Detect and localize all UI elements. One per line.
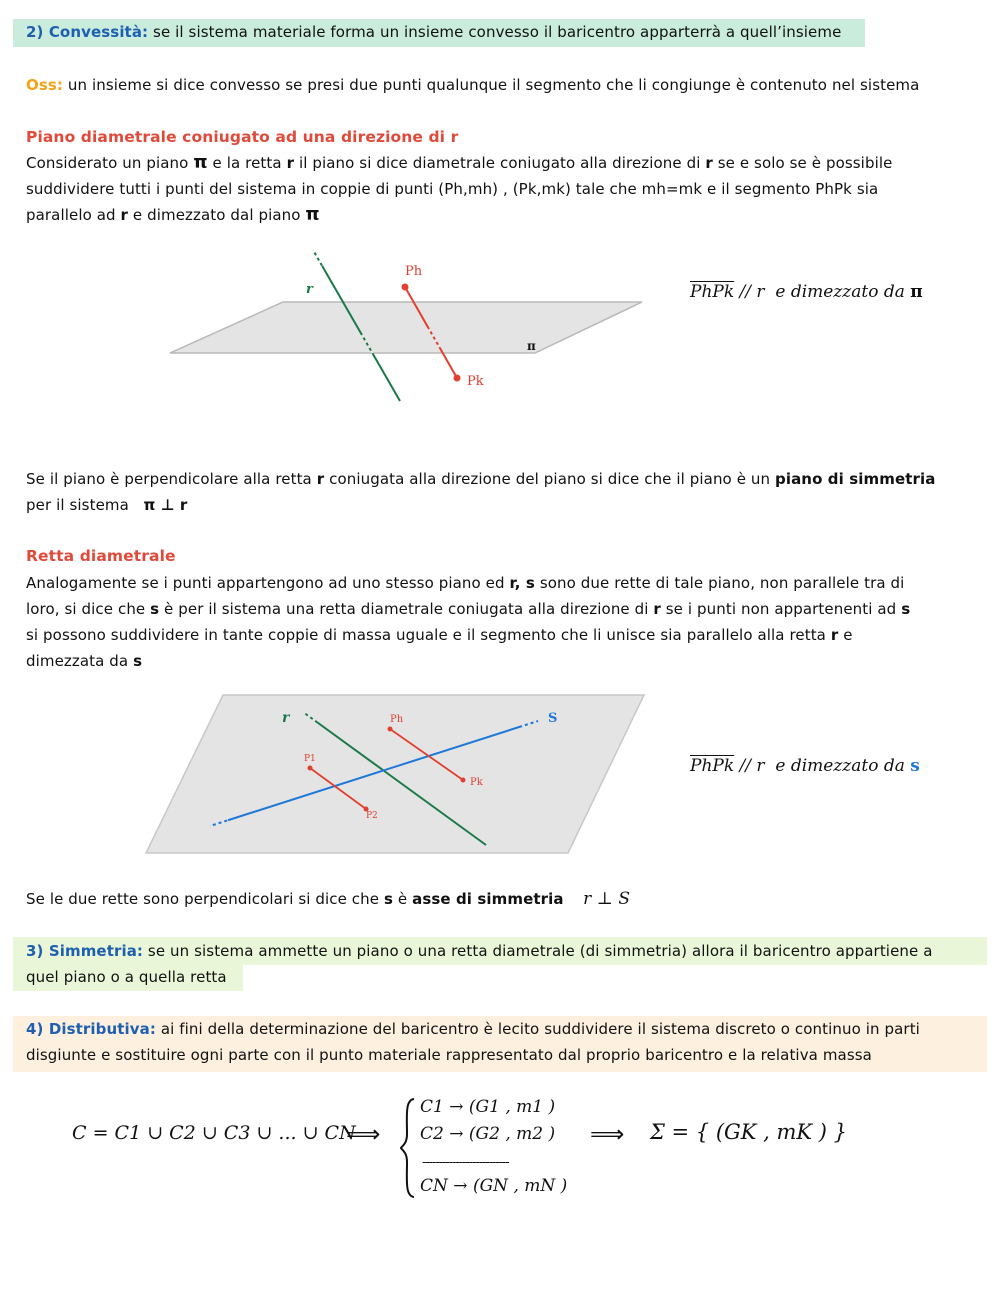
r-symbol: r — [756, 756, 765, 776]
diagram-plane-rs — [140, 690, 660, 860]
text-fragment: è per il sistema una retta diametrale coniugata alla direzione di — [164, 600, 649, 618]
segment-label: PhPk — [690, 282, 735, 302]
piano-diametrale-line3 — [26, 202, 320, 228]
label-pi: π — [527, 339, 536, 353]
label-ph: Ph — [390, 714, 404, 725]
text-fragment: Analogamente se i punti appartengono ad uno stesso piano ed — [26, 574, 505, 592]
label-p1: P1 — [304, 754, 316, 764]
distributiva-line2: disgiunte e sostituire ogni parte con il punto materiale rappresentato dal proprio baricentro e la relativa massa — [26, 1046, 872, 1064]
note-text: e dimezzato da — [775, 282, 905, 302]
g1-term: (G1 , m1 ) — [468, 1097, 556, 1117]
bold-term: asse di simmetria — [412, 890, 564, 908]
text-fragment: loro, si dice che — [26, 600, 146, 618]
text-fragment: e — [843, 626, 853, 644]
distributiva-line1 — [26, 1016, 920, 1042]
oss-text: un insieme si dice convesso se presi due punti qualunque il segmento che li congiunge è contenuto nel sistema — [67, 76, 920, 94]
text-fragment: coniugata alla direzione del piano si dice che il piano è un — [329, 470, 771, 488]
c1-term: C1 — [420, 1097, 444, 1117]
diagram2-note — [690, 756, 920, 776]
label-r: r — [282, 710, 290, 726]
retta-diametrale-line1 — [26, 570, 904, 596]
pi-symbol: π — [193, 152, 208, 173]
text-fragment: Se il piano è perpendicolare alla retta — [26, 470, 312, 488]
text-fragment: e dimezzato dal piano — [132, 206, 301, 224]
text-fragment: se e solo se è possibile — [717, 154, 893, 172]
pi-symbol: π — [305, 204, 320, 225]
distributiva-text: ai fini della determinazione del baricentro è lecito suddividere il sistema discreto o continuo in parti — [160, 1020, 920, 1038]
oss-line — [26, 72, 919, 98]
r-symbol: r — [756, 282, 765, 302]
plane-shape — [170, 302, 642, 353]
formula-row2 — [420, 1124, 555, 1144]
convessita-line — [26, 19, 841, 45]
text-fragment: se i punti non appartenenti ad — [665, 600, 897, 618]
r-symbol: r — [830, 626, 839, 644]
pi-symbol: π — [910, 282, 923, 302]
bold-term: piano di simmetria — [775, 470, 936, 488]
r-symbol: r — [705, 154, 713, 172]
point-pk — [461, 778, 466, 783]
label-pk: Pk — [467, 374, 484, 389]
text-fragment: è — [397, 890, 408, 908]
simmetria-line2: quel piano o a quella retta — [26, 968, 227, 986]
formula-implies-1: ⟹ — [346, 1120, 381, 1148]
piano-diametrale-line1 — [26, 150, 892, 176]
label-pk: Pk — [470, 777, 483, 788]
simmetria-piano-line2 — [26, 492, 187, 518]
rs-symbols: r, s — [509, 574, 535, 592]
cn-term: CN — [420, 1176, 448, 1196]
g2-term: (G2 , m2 ) — [468, 1124, 556, 1144]
label-p2: P2 — [366, 811, 378, 821]
formula-implies-2: ⟹ — [590, 1120, 625, 1148]
s-symbol: s — [383, 890, 393, 908]
formula-dashes: -------------------------- — [422, 1155, 509, 1169]
piano-diametrale-heading: Piano diametrale coniugato ad una direzione di r — [26, 128, 459, 146]
formula-brace — [398, 1096, 418, 1200]
formula-rown — [420, 1176, 567, 1196]
arrow-icon: → — [449, 1097, 464, 1117]
text-fragment: il piano si dice diametrale coniugato alla direzione di — [298, 154, 701, 172]
note-text: e dimezzato da — [775, 756, 905, 776]
asse-simmetria-line — [26, 886, 630, 912]
s-symbol: s — [901, 600, 911, 618]
r-symbol: r — [286, 154, 295, 172]
diagram1-note — [690, 282, 923, 302]
simmetria-label: 3) Simmetria: — [26, 942, 144, 960]
text-fragment: Considerato un piano — [26, 154, 189, 172]
piano-diametrale-line2: suddividere tutti i punti del sistema in coppie di punti (Ph,mh) , (Pk,mk) tale che mh=mk e il segmento PhPk sia — [26, 180, 879, 198]
arrow-icon: → — [453, 1176, 468, 1196]
left-brace-shape — [401, 1099, 414, 1197]
point-ph — [388, 727, 393, 732]
point-pk — [454, 375, 461, 382]
oss-label: Oss: — [26, 76, 64, 94]
retta-diametrale-heading: Retta diametrale — [26, 547, 176, 565]
convessita-text: se il sistema materiale forma un insieme convesso il baricentro apparterrà a quell’insieme — [153, 23, 842, 41]
diagram-plane-pi — [150, 245, 670, 410]
parallel-symbol: // — [739, 282, 752, 302]
text-fragment: dimezzata da — [26, 652, 129, 670]
point-p1 — [308, 766, 313, 771]
simmetria-text: se un sistema ammette un piano o una retta diametrale (di simmetria) allora il baricentro appartiene a — [147, 942, 933, 960]
distributiva-label: 4) Distributiva: — [26, 1020, 156, 1038]
c2-term: C2 — [420, 1124, 444, 1144]
s-symbol: s — [133, 652, 143, 670]
text-fragment: parallelo ad — [26, 206, 116, 224]
label-ph: Ph — [405, 264, 423, 279]
r-symbol: r — [120, 206, 129, 224]
text-fragment: Se le due rette sono perpendicolari si dice che — [26, 890, 380, 908]
retta-diametrale-line4 — [26, 648, 142, 674]
segment-label: PhPk — [690, 756, 735, 776]
perpendicular-formula: π ⊥ r — [143, 496, 188, 514]
formula-row1 — [420, 1097, 555, 1117]
gn-term: (GN , mN ) — [472, 1176, 568, 1196]
arrow-icon: → — [449, 1124, 464, 1144]
simmetria-piano-line1 — [26, 466, 935, 492]
text-fragment: sono due rette di tale piano, non parallele tra di — [539, 574, 905, 592]
s-symbol: s — [910, 756, 920, 776]
text-fragment: si possono suddividere in tante coppie di massa uguale e il segmento che li unisce sia parallelo alla retta — [26, 626, 826, 644]
r-symbol: r — [653, 600, 661, 618]
label-s: S — [548, 711, 558, 726]
formula-union: C = C1 ∪ C2 ∪ C3 ∪ ... ∪ CN — [72, 1122, 356, 1144]
formula-sigma: Σ = { (GK , mK ) } — [650, 1120, 848, 1144]
perpendicular-formula: r ⊥ S — [583, 889, 631, 909]
simmetria-line1 — [26, 938, 933, 964]
point-ph — [402, 284, 409, 291]
retta-diametrale-line3 — [26, 622, 853, 648]
text-fragment: e la retta — [212, 154, 282, 172]
convessita-label: 2) Convessità: — [26, 23, 149, 41]
retta-diametrale-line2 — [26, 596, 910, 622]
text-fragment: per il sistema — [26, 496, 129, 514]
label-r: r — [306, 282, 313, 297]
r-symbol: r — [316, 470, 325, 488]
s-symbol: s — [150, 600, 160, 618]
parallel-symbol: // — [739, 756, 752, 776]
